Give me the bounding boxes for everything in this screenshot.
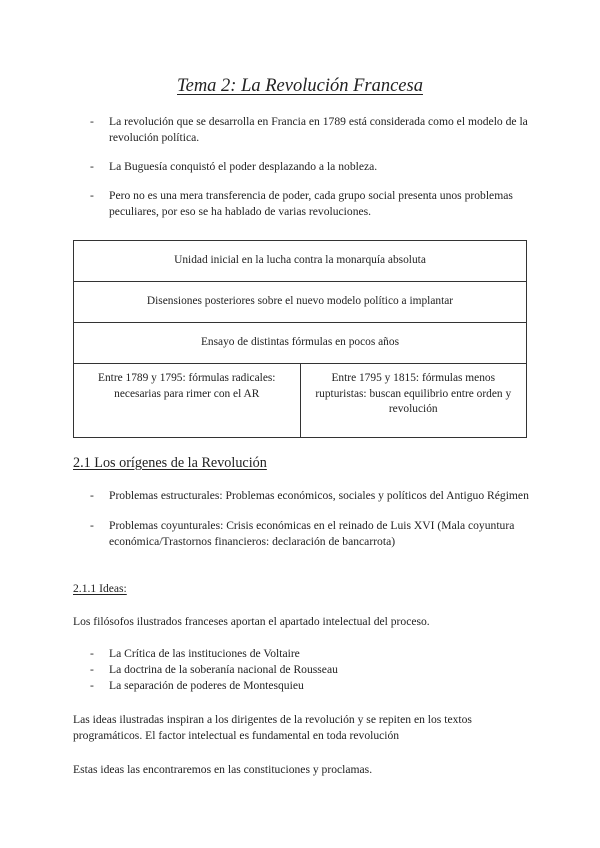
table-cell-left: Entre 1789 y 1795: fórmulas radicales: necesarias para rimer con el AR xyxy=(74,364,301,438)
list-item: - La doctrina de la soberanía nacional de Rousseau xyxy=(90,662,530,678)
ideas-bullet-list xyxy=(90,646,530,694)
table-row xyxy=(74,241,527,282)
table-cell: Disensiones posteriores sobre el nuevo modelo político a implantar xyxy=(74,282,527,323)
origins-bullet-list xyxy=(90,488,530,564)
table-row xyxy=(74,323,527,364)
list-item: - Problemas estructurales: Problemas económicos, sociales y políticos del Antiguo Régimen xyxy=(90,488,530,504)
table-row xyxy=(74,282,527,323)
list-item: - La Crítica de las instituciones de Voltaire xyxy=(90,646,530,662)
table-cell: Ensayo de distintas fórmulas en pocos años xyxy=(74,323,527,364)
list-item: - La separación de poderes de Montesquieu xyxy=(90,678,530,694)
table-cell-right: Entre 1795 y 1815: fórmulas menos rupturistas: buscan equilibrio entre orden y revolución xyxy=(300,364,527,438)
subsection-heading-ideas: 2.1.1 Ideas: xyxy=(73,582,127,595)
table-cell: Unidad inicial en la lucha contra la monarquía absoluta xyxy=(74,241,527,282)
paragraph: Estas ideas las encontraremos en las constituciones y proclamas. xyxy=(73,763,373,776)
list-item: - La revolución que se desarrolla en Francia en 1789 está considerada como el modelo de la revolución política. xyxy=(90,114,530,146)
paragraph: Las ideas ilustradas inspiran a los dirigentes de la revolución y se repiten en los textos programáticos. El factor intelectual es fundamental en toda revolución xyxy=(73,713,472,742)
summary-table xyxy=(73,240,527,438)
page-title: Tema 2: La Revolución Francesa xyxy=(177,76,423,96)
intro-bullet-list xyxy=(90,114,530,233)
paragraph: Los filósofos ilustrados franceses aportan el apartado intelectual del proceso. xyxy=(73,615,430,628)
list-item: - Pero no es una mera transferencia de poder, cada grupo social presenta unos problemas peculiares, por eso se ha hablado de varias revoluciones. xyxy=(90,188,530,220)
list-item: - Problemas coyunturales: Crisis económicas en el reinado de Luis XVI (Mala coyuntura económica/Trastornos financieros: declaración de bancarrota) xyxy=(90,518,530,550)
table-row xyxy=(74,364,527,438)
list-item: - La Buguesía conquistó el poder desplazando a la nobleza. xyxy=(90,159,530,175)
section-heading-origins: 2.1 Los orígenes de la Revolución xyxy=(73,455,267,471)
